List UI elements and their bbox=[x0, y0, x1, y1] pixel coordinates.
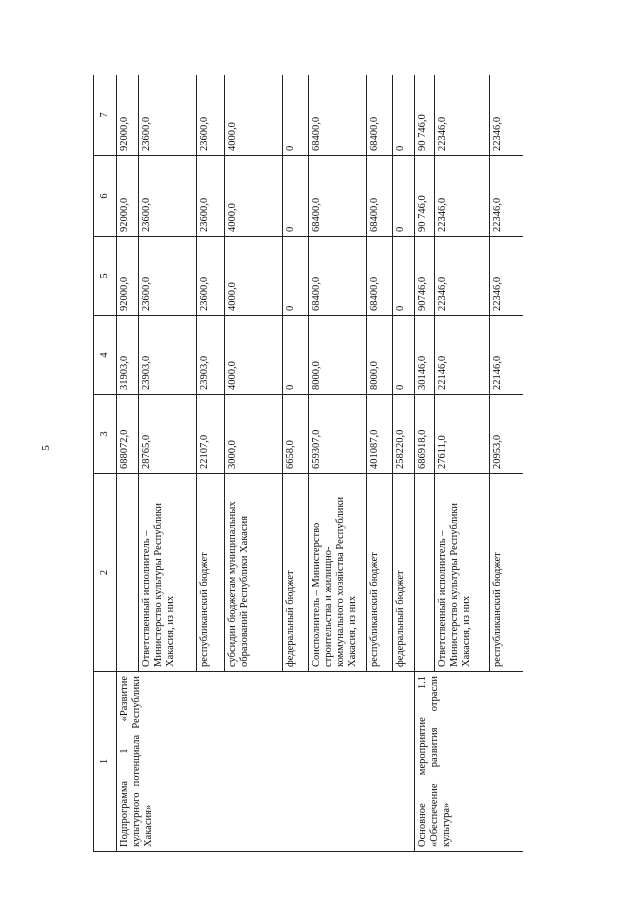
value-col-5: 23600,0 bbox=[197, 237, 225, 316]
row-label: Ответственный исполнитель – Министерство культуры Республики Хакасия, из них bbox=[139, 474, 197, 672]
value-col-7: 23600,0 bbox=[197, 75, 225, 156]
table-row bbox=[117, 75, 139, 852]
value-col-3: 27611,0 bbox=[435, 395, 490, 474]
row-label: республиканский бюджет bbox=[490, 474, 524, 672]
value-col-3: 401087,0 bbox=[367, 395, 393, 474]
value-col-4: 23903,0 bbox=[197, 316, 225, 395]
value-col-7: 22346,0 bbox=[435, 75, 490, 156]
value-col-5: 22346,0 bbox=[435, 237, 490, 316]
value-col-6: 23600,0 bbox=[197, 156, 225, 237]
row-label: субсидии бюджетам муниципальных образований Республики Хакасия bbox=[225, 474, 283, 672]
value-col-7: 23600,0 bbox=[139, 75, 197, 156]
budget-table bbox=[93, 75, 523, 852]
header-col-1: 1 bbox=[94, 672, 117, 852]
value-col-5: 23600,0 bbox=[139, 237, 197, 316]
value-col-4: 8000,0 bbox=[309, 316, 367, 395]
row-label: республиканский бюджет bbox=[197, 474, 225, 672]
value-col-5: 92000,0 bbox=[117, 237, 139, 316]
row-label bbox=[415, 474, 435, 672]
value-col-5: 90746,0 bbox=[415, 237, 435, 316]
value-col-3: 22107,0 bbox=[197, 395, 225, 474]
row-label: республиканский бюджет bbox=[367, 474, 393, 672]
row-label: федеральный бюджет bbox=[283, 474, 309, 672]
value-col-3: 688072,0 bbox=[117, 395, 139, 474]
value-col-3: 686918,0 bbox=[415, 395, 435, 474]
value-col-4: 4000,0 bbox=[225, 316, 283, 395]
value-col-6: 0 bbox=[283, 156, 309, 237]
value-col-4: 23903,0 bbox=[139, 316, 197, 395]
value-col-6: 68400,0 bbox=[367, 156, 393, 237]
value-col-7: 68400,0 bbox=[309, 75, 367, 156]
value-col-6: 23600,0 bbox=[139, 156, 197, 237]
value-col-7: 92000,0 bbox=[117, 75, 139, 156]
header-col-3: 3 bbox=[94, 395, 117, 474]
value-col-3: 659307,0 bbox=[309, 395, 367, 474]
value-col-7: 68400,0 bbox=[367, 75, 393, 156]
header-row bbox=[94, 75, 117, 852]
value-col-5: 0 bbox=[393, 237, 415, 316]
row-label: Ответственный исполнитель – Министерство культуры Республики Хакасия, из них bbox=[435, 474, 490, 672]
value-col-4: 0 bbox=[283, 316, 309, 395]
rotated-table-area bbox=[93, 75, 523, 852]
value-col-4: 30146,0 bbox=[415, 316, 435, 395]
value-col-5: 68400,0 bbox=[367, 237, 393, 316]
value-col-7: 90 746,0 bbox=[415, 75, 435, 156]
value-col-6: 22346,0 bbox=[490, 156, 524, 237]
value-col-6: 4000,0 bbox=[225, 156, 283, 237]
value-col-6: 92000,0 bbox=[117, 156, 139, 237]
header-col-2: 2 bbox=[94, 474, 117, 672]
value-col-4: 22146,0 bbox=[435, 316, 490, 395]
value-col-6: 0 bbox=[393, 156, 415, 237]
value-col-6: 22346,0 bbox=[435, 156, 490, 237]
header-col-7: 7 bbox=[94, 75, 117, 156]
page-number: 5 bbox=[40, 445, 52, 451]
value-col-4: 22146,0 bbox=[490, 316, 524, 395]
value-col-3: 258220,0 bbox=[393, 395, 415, 474]
value-col-5: 0 bbox=[283, 237, 309, 316]
value-col-3: 3000,0 bbox=[225, 395, 283, 474]
header-col-6: 6 bbox=[94, 156, 117, 237]
value-col-5: 4000,0 bbox=[225, 237, 283, 316]
value-col-4: 31903,0 bbox=[117, 316, 139, 395]
value-col-7: 22346,0 bbox=[490, 75, 524, 156]
value-col-7: 0 bbox=[393, 75, 415, 156]
value-col-6: 68400,0 bbox=[309, 156, 367, 237]
value-col-3: 6658,0 bbox=[283, 395, 309, 474]
value-col-5: 22346,0 bbox=[490, 237, 524, 316]
value-col-6: 90 746,0 bbox=[415, 156, 435, 237]
header-col-5: 5 bbox=[94, 237, 117, 316]
value-col-3: 28765,0 bbox=[139, 395, 197, 474]
value-col-5: 68400,0 bbox=[309, 237, 367, 316]
value-col-7: 4000,0 bbox=[225, 75, 283, 156]
header-col-4: 4 bbox=[94, 316, 117, 395]
rotated-table-container bbox=[93, 75, 523, 852]
row-label bbox=[117, 474, 139, 672]
value-col-4: 8000,0 bbox=[367, 316, 393, 395]
program-name-cell: Подпрограмма 1 «Развитие культурного потенциала Республики Хакасия» bbox=[117, 672, 415, 852]
table-row bbox=[415, 75, 435, 852]
activity-name-cell: Основное мероприятие 1.1 «Обеспечение развития отрасли культура» bbox=[415, 672, 524, 852]
value-col-7: 0 bbox=[283, 75, 309, 156]
row-label: федеральный бюджет bbox=[393, 474, 415, 672]
row-label: Соисполнитель – Министерство строительства и жилищно-коммунального хозяйства Республики Хакасия, из них bbox=[309, 474, 367, 672]
value-col-3: 20953,0 bbox=[490, 395, 524, 474]
value-col-4: 0 bbox=[393, 316, 415, 395]
